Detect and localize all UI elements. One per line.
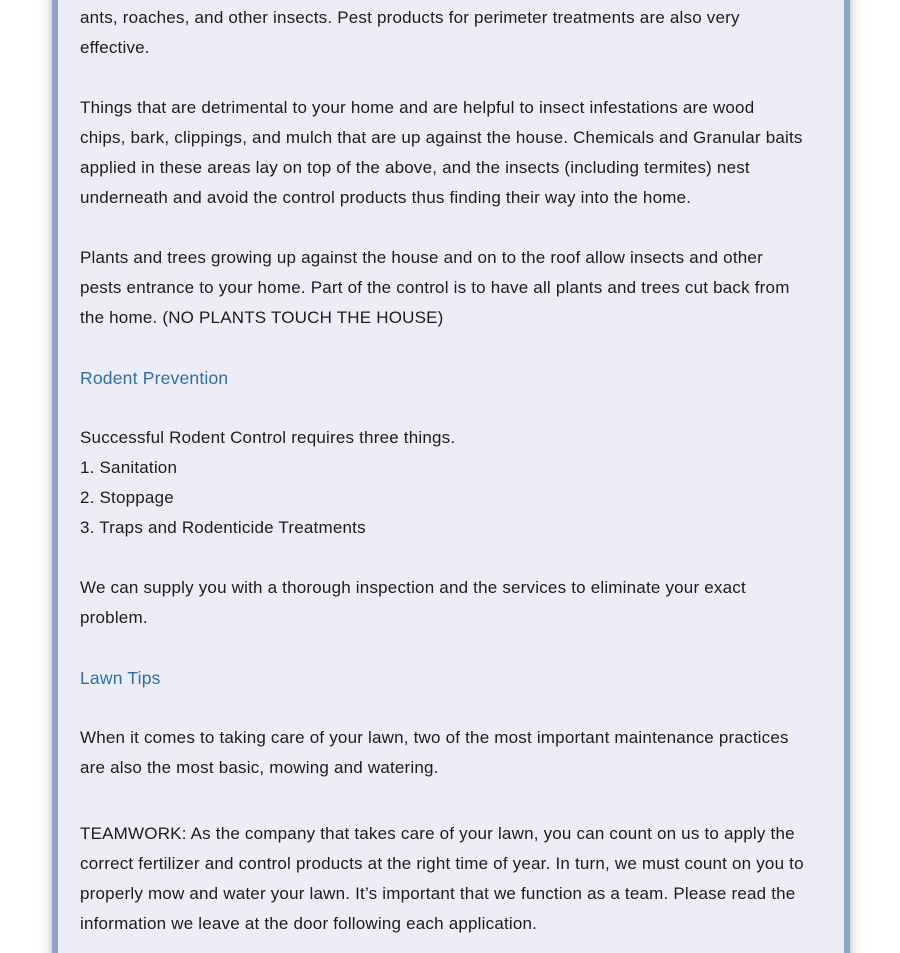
heading-rodent-prevention: Rodent Prevention: [80, 368, 229, 388]
paragraph-pest-products: ants, roaches, and other insects. Pest products for perimeter treatments are also very effective.: [80, 8, 740, 57]
paragraph-inspection-services: We can supply you with a thorough inspection and the services to eliminate your exact problem.: [80, 578, 746, 627]
content-panel: [52, 0, 850, 953]
article-body: [58, 0, 844, 953]
list-item-stoppage: 2. Stoppage: [80, 488, 174, 507]
rodent-requirements-list: [80, 453, 804, 543]
list-item-traps: 3. Traps and Rodenticide Treatments: [80, 518, 366, 537]
paragraph-detrimental-items: Things that are detrimental to your home and are helpful to insect infestations are wood chips, bark, clippings, and mulch that are up against the house. Chemicals and Granular baits applied in these areas lay on top of the above, and the insects (including termites) nest underneath and avoid the control products thus finding their way into the home.: [80, 98, 803, 207]
list-item-sanitation: 1. Sanitation: [80, 458, 178, 477]
paragraph-lawn-intro: When it comes to taking care of your lawn, two of the most important maintenance practices are also the most basic, mowing and watering.: [80, 728, 789, 777]
paragraph-plants-trees: Plants and trees growing up against the house and on to the roof allow insects and other pests entrance to your home. Part of the control is to have all plants and trees cut back from the home. (NO PLANTS TOUCH THE HOUSE): [80, 248, 790, 327]
paragraph-rodent-intro: Successful Rodent Control requires three things.: [80, 428, 456, 447]
paragraph-teamwork: TEAMWORK: As the company that takes care of your lawn, you can count on us to apply the correct fertilizer and control products at the right time of year. In turn, we must count on you to properly mow and water your lawn. It’s important that we function as a team. Please read the information we leave at the door following each application.: [80, 824, 804, 933]
heading-lawn-tips: Lawn Tips: [80, 668, 161, 688]
